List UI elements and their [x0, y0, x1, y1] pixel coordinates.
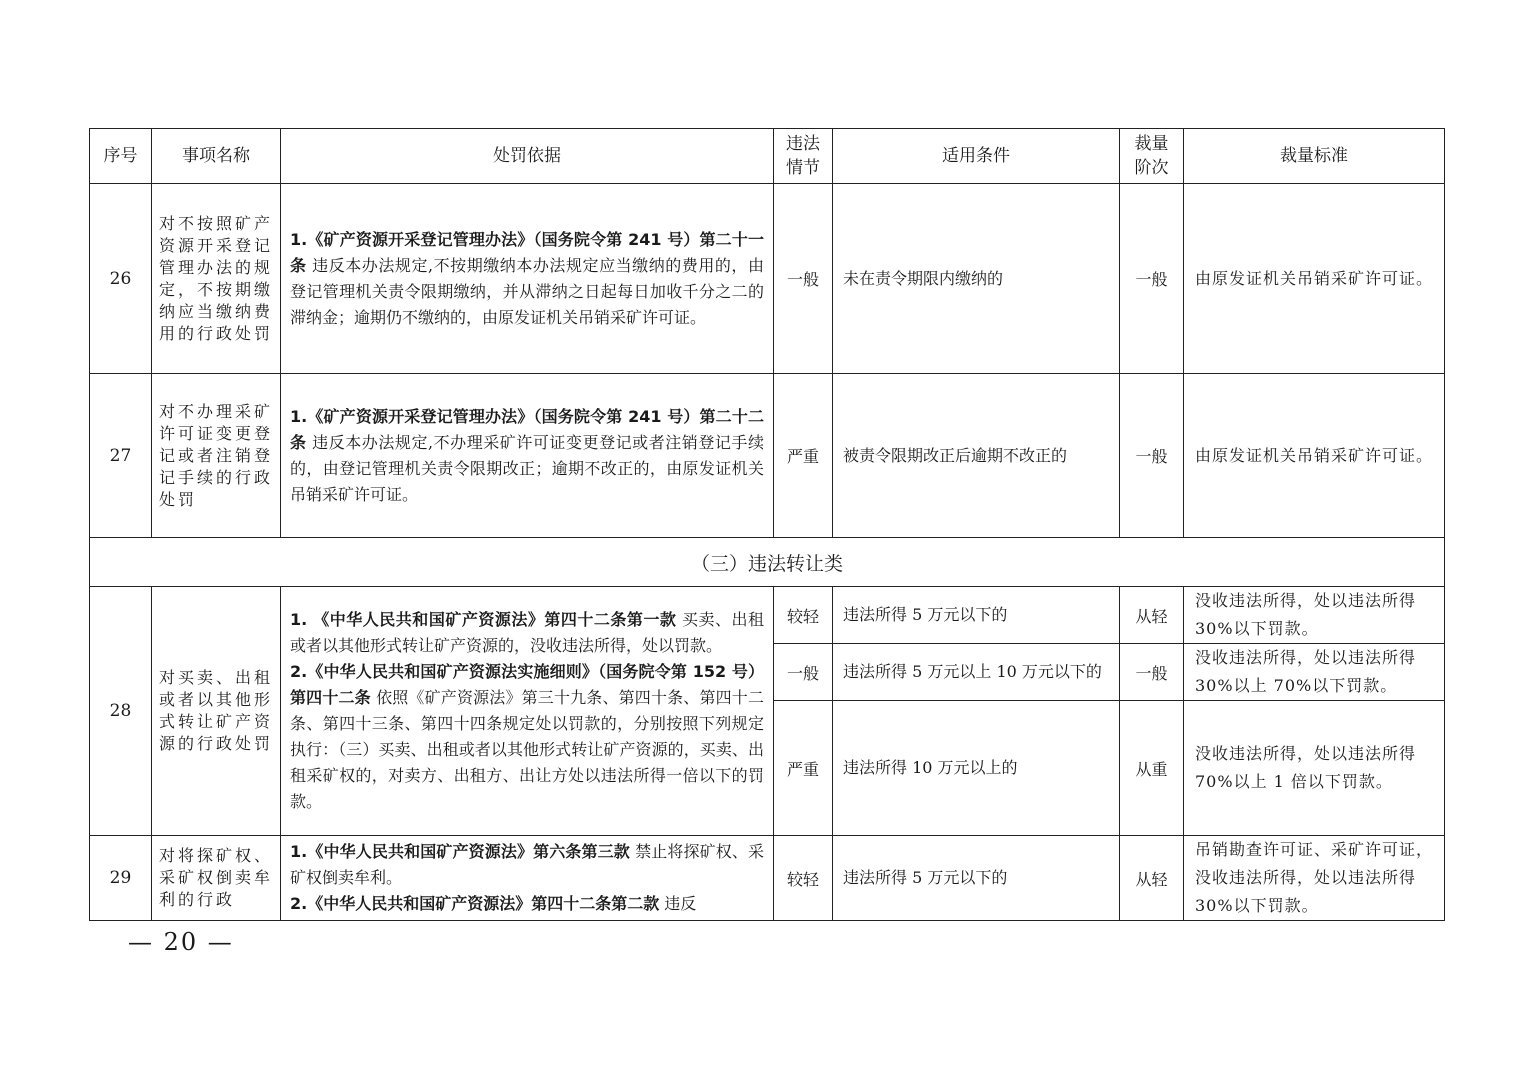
basis-text: 依照《矿产资源法》第三十九条、第四十条、第四十二条、第四十三条、第四十四条规定处以罚款的，分别按照下列规定执行：（三）买卖、出租或者以其他形式转让矿产资源的，买卖、出租采矿权的，对卖方、出租方、出让方处以违法所得一倍以下的罚款。 — [290, 688, 764, 811]
table-row — [90, 184, 1445, 374]
row-basis — [281, 587, 774, 836]
row-basis — [281, 184, 774, 374]
row-seq: 28 — [90, 587, 152, 836]
row-condition: 被责令限期改正后逾期不改正的 — [833, 374, 1120, 538]
row-basis — [281, 836, 774, 921]
section-row — [90, 538, 1445, 587]
row-standard: 没收违法所得，处以违法所得70%以上 1 倍以下罚款。 — [1184, 701, 1445, 836]
row-level: 一般 — [1120, 644, 1184, 701]
row-condition: 违法所得 5 万元以上 10 万元以下的 — [833, 644, 1120, 701]
header-row — [90, 129, 1445, 184]
row-condition: 违法所得 10 万元以上的 — [833, 701, 1120, 836]
basis-text: 禁止将探矿权、采矿权倒卖牟利。 — [290, 842, 764, 887]
row-circumstance: 严重 — [774, 374, 833, 538]
section-title: （三）违法转让类 — [90, 538, 1445, 587]
header-name: 事项名称 — [152, 129, 281, 184]
row-circumstance: 严重 — [774, 701, 833, 836]
page-number: — 20 — — [128, 928, 234, 956]
row-level: 从重 — [1120, 701, 1184, 836]
row-seq: 29 — [90, 836, 152, 921]
basis-citation: 1.《矿产资源开采登记管理办法》（国务院令第 241 号）第二十一条 — [290, 229, 764, 275]
row-standard: 没收违法所得，处以违法所得30%以上 70%以下罚款。 — [1184, 644, 1445, 701]
row-standard: 吊销勘查许可证、采矿许可证，没收违法所得，处以违法所得 30%以下罚款。 — [1184, 836, 1445, 921]
row-item-name: 对不按照矿产资源开采登记管理办法的规定，不按期缴纳应当缴纳费用的行政处罚 — [152, 184, 281, 374]
table-row — [90, 587, 1445, 644]
row-standard: 没收违法所得，处以违法所得30%以下罚款。 — [1184, 587, 1445, 644]
row-item-name: 对不办理采矿许可证变更登记或者注销登记手续的行政处罚 — [152, 374, 281, 538]
row-item-name: 对买卖、出租或者以其他形式转让矿产资源的行政处罚 — [152, 587, 281, 836]
row-basis — [281, 374, 774, 538]
basis-citation: 1. 《中华人民共和国矿产资源法》第四十二条第一款 — [290, 610, 677, 629]
row-condition: 未在责令期限内缴纳的 — [833, 184, 1120, 374]
row-circumstance: 一般 — [774, 644, 833, 701]
row-level: 一般 — [1120, 184, 1184, 374]
penalty-discretion-table — [89, 128, 1445, 921]
row-standard: 由原发证机关吊销采矿许可证。 — [1184, 184, 1445, 374]
row-condition: 违法所得 5 万元以下的 — [833, 587, 1120, 644]
row-item-name: 对将探矿权、采矿权倒卖牟利的行政 — [152, 836, 281, 921]
row-circumstance: 一般 — [774, 184, 833, 374]
row-level: 从轻 — [1120, 587, 1184, 644]
header-level: 裁量阶次 — [1120, 129, 1184, 184]
basis-text: 违反本办法规定,不办理采矿许可证变更登记或者注销登记手续的，由登记管理机关责令限期改正；逾期不改正的，由原发证机关吊销采矿许可证。 — [290, 432, 764, 504]
row-level: 从轻 — [1120, 836, 1184, 921]
table-row — [90, 374, 1445, 538]
basis-citation: 1.《中华人民共和国矿产资源法》第六条第三款 — [290, 842, 630, 861]
basis-citation: 1.《矿产资源开采登记管理办法》（国务院令第 241 号）第二十二条 — [290, 406, 764, 452]
row-seq: 27 — [90, 374, 152, 538]
row-seq: 26 — [90, 184, 152, 374]
header-basis: 处罚依据 — [281, 129, 774, 184]
header-circumstance: 违法情节 — [774, 129, 833, 184]
header-condition: 适用条件 — [833, 129, 1120, 184]
basis-citation: 2.《中华人民共和国矿产资源法》第四十二条第二款 — [290, 894, 660, 913]
table-row — [90, 836, 1445, 921]
row-condition: 违法所得 5 万元以下的 — [833, 836, 1120, 921]
row-standard: 由原发证机关吊销采矿许可证。 — [1184, 374, 1445, 538]
basis-text: 违反 — [659, 894, 697, 913]
basis-text: 买卖、出租或者以其他形式转让矿产资源的，没收违法所得，处以罚款。 — [290, 610, 764, 655]
header-standard: 裁量标准 — [1184, 129, 1445, 184]
row-circumstance: 较轻 — [774, 587, 833, 644]
basis-citation: 2.《中华人民共和国矿产资源法实施细则》（国务院令第 152 号）第四十二条 — [290, 662, 764, 707]
row-circumstance: 较轻 — [774, 836, 833, 921]
header-seq: 序号 — [90, 129, 152, 184]
basis-text: 违反本办法规定,不按期缴纳本办法规定应当缴纳的费用的，由登记管理机关责令限期缴纳，并从滞纳之日起每日加收千分之二的滞纳金；逾期仍不缴纳的，由原发证机关吊销采矿许可证。 — [290, 255, 764, 327]
row-level: 一般 — [1120, 374, 1184, 538]
